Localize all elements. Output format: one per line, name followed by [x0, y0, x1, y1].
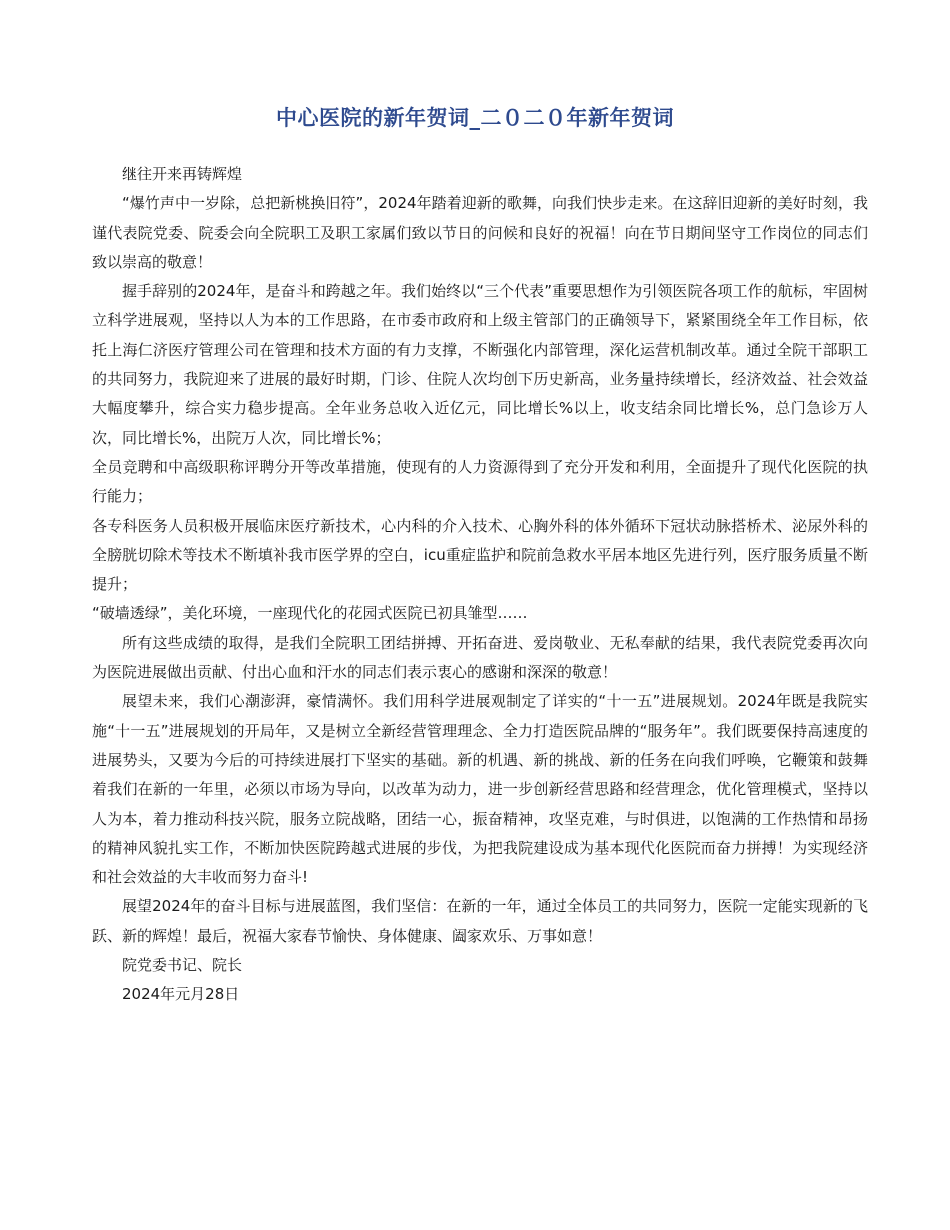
- document-title: 中心医院的新年贺词_二０二０年新年贺词: [276, 106, 674, 130]
- paragraph-medical-tech: 各专科医务人员积极开展临床医疗新技术，心内科的介入技术、心胸外科的体外循环下冠状动脉搭桥术、泌尿外科的全膀胱切除术等技术不断填补我市医学界的空白，icu重症监护和院前急救水平居本地区先进行列，医疗服务质量不断提升；: [92, 516, 868, 594]
- paragraph-review: 握手辞别的2024年，是奋斗和跨越之年。我们始终以“三个代表”重要思想作为引领医院各项工作的航标，牢固树立科学进展观，坚持以人为本的工作思路，在市委市政府和上级主管部门的正确领导下，紧紧围绕全年工作目标，依托上海仁济医疗管理公司在管理和技术方面的有力支撑，不断强化内部管理，深化运营机制改革。通过全院干部职工的共同努力，我院迎来了进展的最好时期，门诊、住院人次均创下历史新高，业务量持续增长，经济效益、社会效益大幅度攀升，综合实力稳步提高。全年业务总收入近亿元，同比增长%以上，收支结余同比增长%，总门急诊万人次，同比增长%，出院万人次，同比增长%；: [92, 282, 868, 447]
- document-body: [92, 160, 868, 1010]
- signature-title: 院党委书记、院长: [122, 956, 243, 975]
- paragraph-reform: 全员竞聘和中高级职称评聘分开等改革措施，使现有的人力资源得到了充分开发和利用，全面提升了现代化医院的执行能力；: [92, 457, 868, 506]
- signature-date: 2024年元月28日: [122, 985, 240, 1004]
- paragraph-wishes: 展望2024年的奋斗目标与进展蓝图，我们坚信：在新的一年，通过全体员工的共同努力，医院一定能实现新的飞跃、新的辉煌！最后，祝福大家春节愉快、身体健康、阖家欢乐、万事如意！: [92, 897, 868, 945]
- paragraph-greeting: “爆竹声中一岁除，总把新桃换旧符”，2024年踏着迎新的歌舞，向我们快步走来。在这辞旧迎新的美好时刻，我谨代表院党委、院委会向全院职工及职工家属们致以节日的问候和良好的祝福！向在节日期间坚守工作岗位的同志们致以崇高的敬意！: [92, 194, 868, 271]
- paragraph-thanks: 所有这些成绩的取得，是我们全院职工团结拼搏、开拓奋进、爱岗敬业、无私奉献的结果，我代表院党委再次向为医院进展做出贡献、付出心血和汗水的同志们表示衷心的感谢和深深的敬意！: [92, 633, 868, 682]
- paragraph-outlook: 展望未来，我们心潮澎湃，豪情满怀。我们用科学进展观制定了详实的“十一五”进展规划。2024年既是我院实施“十一五”进展规划的开局年，又是树立全新经营管理理念、全力打造医院品牌的“服务年”。我们既要保持高速度的进展势头，又要为今后的可持续进展打下坚实的基础。新的机遇、新的挑战、新的任务在向我们呼唤，它鞭策和鼓舞着我们在新的一年里，必须以市场为导向，以改革为动力，进一步创新经营思路和经营理念，优化管理模式，坚持以人为本，着力推动科技兴院，服务立院战略，团结一心，振奋精神，攻坚克难，与时俱进，以饱满的工作热情和昂扬的精神风貌扎实工作，不断加快医院跨越式进展的步伐，为把我院建设成为基本现代化医院而奋力拼搏！为实现经济和社会效益的大丰收而努力奋斗!: [92, 692, 868, 887]
- paragraph-subtitle: 继往开来再铸辉煌: [122, 165, 243, 183]
- paragraph-environment: “破墙透绿”，美化环境，一座现代化的花园式医院已初具雏型……: [92, 604, 528, 623]
